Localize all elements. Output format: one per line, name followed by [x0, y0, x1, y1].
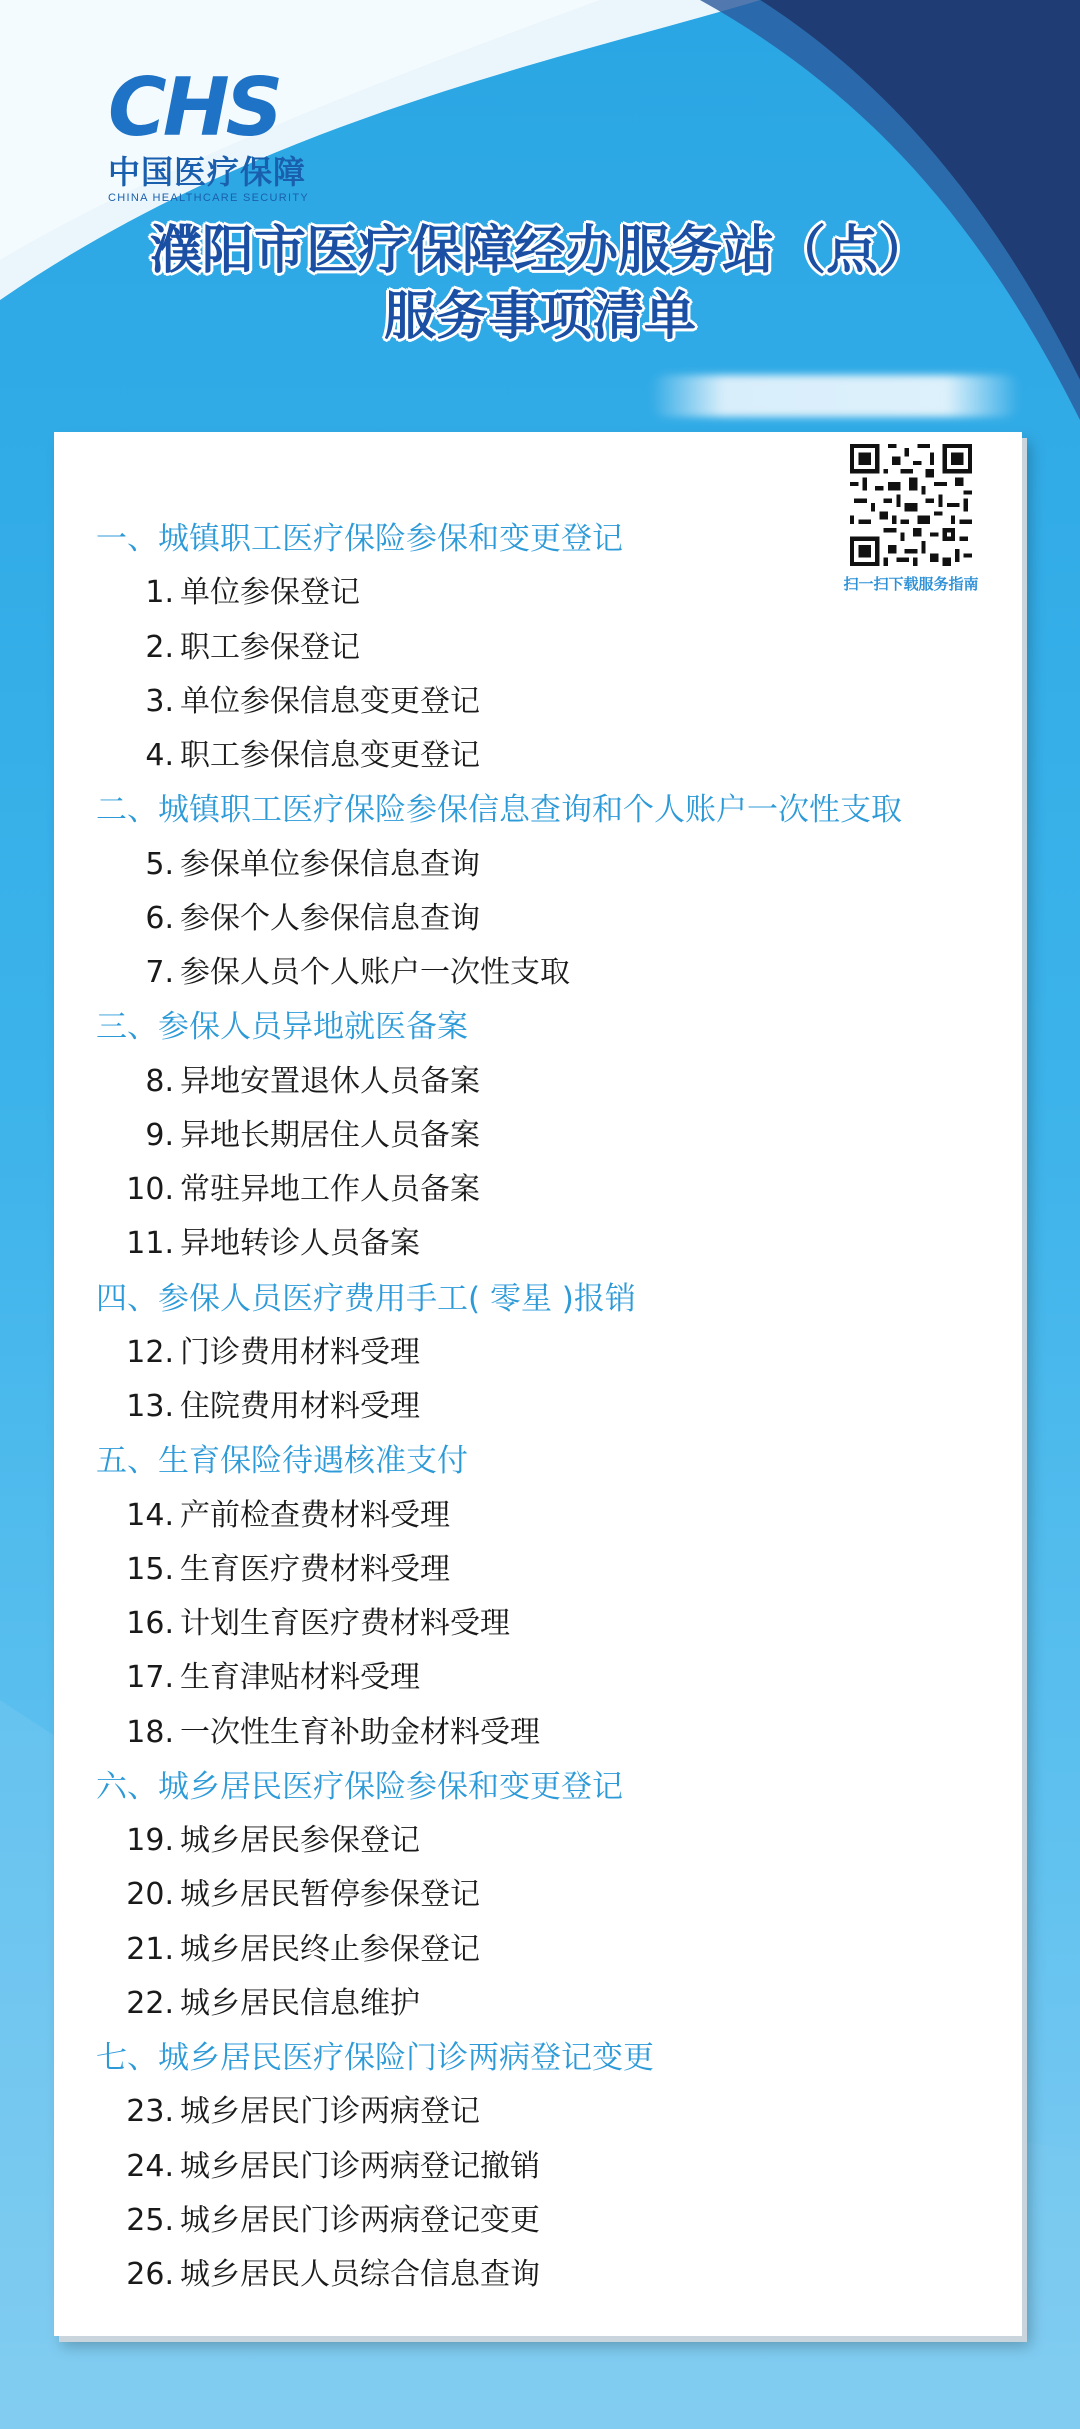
logo-mark: CHS	[108, 61, 280, 154]
list-item	[54, 838, 1022, 892]
list-item	[54, 621, 1022, 675]
item-label: 门诊费用材料受理	[180, 1334, 420, 1370]
item-label: 城乡居民门诊两病登记变更	[180, 2202, 540, 2238]
item-number: 6.	[145, 900, 174, 936]
list-item	[54, 892, 1022, 946]
item-number: 23.	[126, 2094, 174, 2130]
section-heading: 二、城镇职工医疗保险参保信息查询和个人账户一次性支取	[96, 792, 902, 829]
list-item	[54, 2085, 1022, 2139]
item-label: 计划生育医疗费材料受理	[180, 1606, 510, 1641]
item-label: 生育津贴材料受理	[180, 1660, 420, 1696]
item-number: 20.	[126, 1877, 174, 1913]
item-number: 7.	[145, 955, 174, 990]
item-number: 13.	[126, 1389, 174, 1424]
item-label: 城乡居民参保登记	[180, 1823, 420, 1858]
item-number: 19.	[126, 1823, 174, 1858]
item-number: 4.	[145, 738, 174, 773]
item-label: 城乡居民信息维护	[180, 1985, 420, 2021]
item-number: 25.	[126, 2202, 174, 2238]
list-item	[54, 1163, 1022, 1217]
title-line-2: 服务事项清单	[383, 286, 696, 347]
item-label: 单位参保登记	[180, 575, 360, 611]
item-label: 异地长期居住人员备案	[180, 1117, 480, 1153]
blurred-text-bar	[650, 375, 1020, 417]
list-item	[54, 1868, 1022, 1922]
section-heading: 五、生育保险待遇核准支付	[96, 1443, 468, 1480]
item-number: 16.	[126, 1606, 174, 1641]
item-number: 21.	[126, 1931, 174, 1967]
item-number: 1.	[145, 575, 174, 611]
list-item	[54, 946, 1022, 1000]
item-label: 城乡居民人员综合信息查询	[180, 2257, 540, 2292]
item-label: 职工参保登记	[180, 629, 360, 665]
list-item	[54, 1706, 1022, 1760]
item-number: 24.	[126, 2148, 174, 2184]
item-label: 生育医疗费材料受理	[180, 1551, 450, 1587]
item-label: 城乡居民暂停参保登记	[180, 1877, 480, 1913]
list-item	[54, 1109, 1022, 1163]
item-number: 9.	[145, 1117, 174, 1153]
item-number: 8.	[145, 1063, 174, 1099]
item-label: 常驻异地工作人员备案	[180, 1172, 480, 1207]
chs-logo	[108, 61, 318, 204]
item-number: 22.	[126, 1985, 174, 2021]
item-label: 参保个人参保信息查询	[180, 900, 480, 936]
item-label: 城乡居民门诊两病登记	[180, 2094, 480, 2130]
section-heading: 一、城镇职工医疗保险参保和变更登记	[96, 521, 623, 557]
list-item	[54, 1380, 1022, 1434]
list-item	[54, 1977, 1022, 2031]
item-label: 一次性生育补助金材料受理	[180, 1714, 540, 1750]
item-number: 12.	[126, 1334, 174, 1370]
item-number: 18.	[126, 1714, 174, 1750]
item-number: 11.	[126, 1226, 174, 1262]
list-item	[54, 1923, 1022, 1977]
item-label: 城乡居民终止参保登记	[180, 1931, 480, 1967]
item-number: 5.	[145, 846, 174, 882]
item-label: 产前检查费材料受理	[180, 1497, 450, 1533]
list-item	[54, 2140, 1022, 2194]
list-item	[54, 1055, 1022, 1109]
service-list	[54, 512, 1022, 2302]
list-item	[54, 1217, 1022, 1271]
item-number: 2.	[145, 629, 174, 665]
list-item	[54, 2248, 1022, 2302]
page-title	[0, 218, 1080, 350]
item-label: 参保人员个人账户一次性支取	[180, 955, 570, 990]
item-label: 城乡居民门诊两病登记撤销	[180, 2148, 540, 2184]
title-line-1: 濮阳市医疗保障经办服务站（点）	[149, 220, 930, 281]
item-number: 17.	[126, 1660, 174, 1696]
section-heading: 七、城乡居民医疗保险门诊两病登记变更	[96, 2040, 654, 2076]
section-heading: 三、参保人员异地就医备案	[96, 1009, 468, 1046]
list-item	[54, 2194, 1022, 2248]
item-label: 职工参保信息变更登记	[180, 738, 480, 773]
item-number: 3.	[145, 683, 174, 719]
list-item	[54, 1543, 1022, 1597]
section-heading: 六、城乡居民医疗保险参保和变更登记	[96, 1768, 623, 1805]
logo-english-name: CHINA HEALTHCARE SECURITY	[108, 192, 309, 204]
logo-chinese-name: 中国医疗保障	[108, 153, 307, 191]
list-item	[54, 1326, 1022, 1380]
item-label: 住院费用材料受理	[180, 1389, 420, 1424]
list-item	[54, 1814, 1022, 1868]
item-number: 10.	[126, 1172, 174, 1207]
service-list-card	[54, 432, 1022, 2336]
qr-caption: 扫一扫下载服务指南	[843, 575, 979, 593]
item-number: 14.	[126, 1497, 174, 1533]
list-item	[54, 566, 1022, 620]
section-heading: 四、参保人员医疗费用手工( 零星 )报销	[96, 1280, 636, 1317]
item-number: 26.	[126, 2257, 174, 2292]
item-label: 异地转诊人员备案	[180, 1226, 420, 1262]
list-item	[54, 1489, 1022, 1543]
list-item	[54, 675, 1022, 729]
list-item	[54, 729, 1022, 783]
list-item	[54, 1651, 1022, 1705]
list-item	[54, 1597, 1022, 1651]
item-label: 异地安置退休人员备案	[180, 1063, 480, 1099]
item-label: 单位参保信息变更登记	[180, 683, 480, 719]
item-number: 15.	[126, 1551, 174, 1587]
item-label: 参保单位参保信息查询	[180, 846, 480, 882]
